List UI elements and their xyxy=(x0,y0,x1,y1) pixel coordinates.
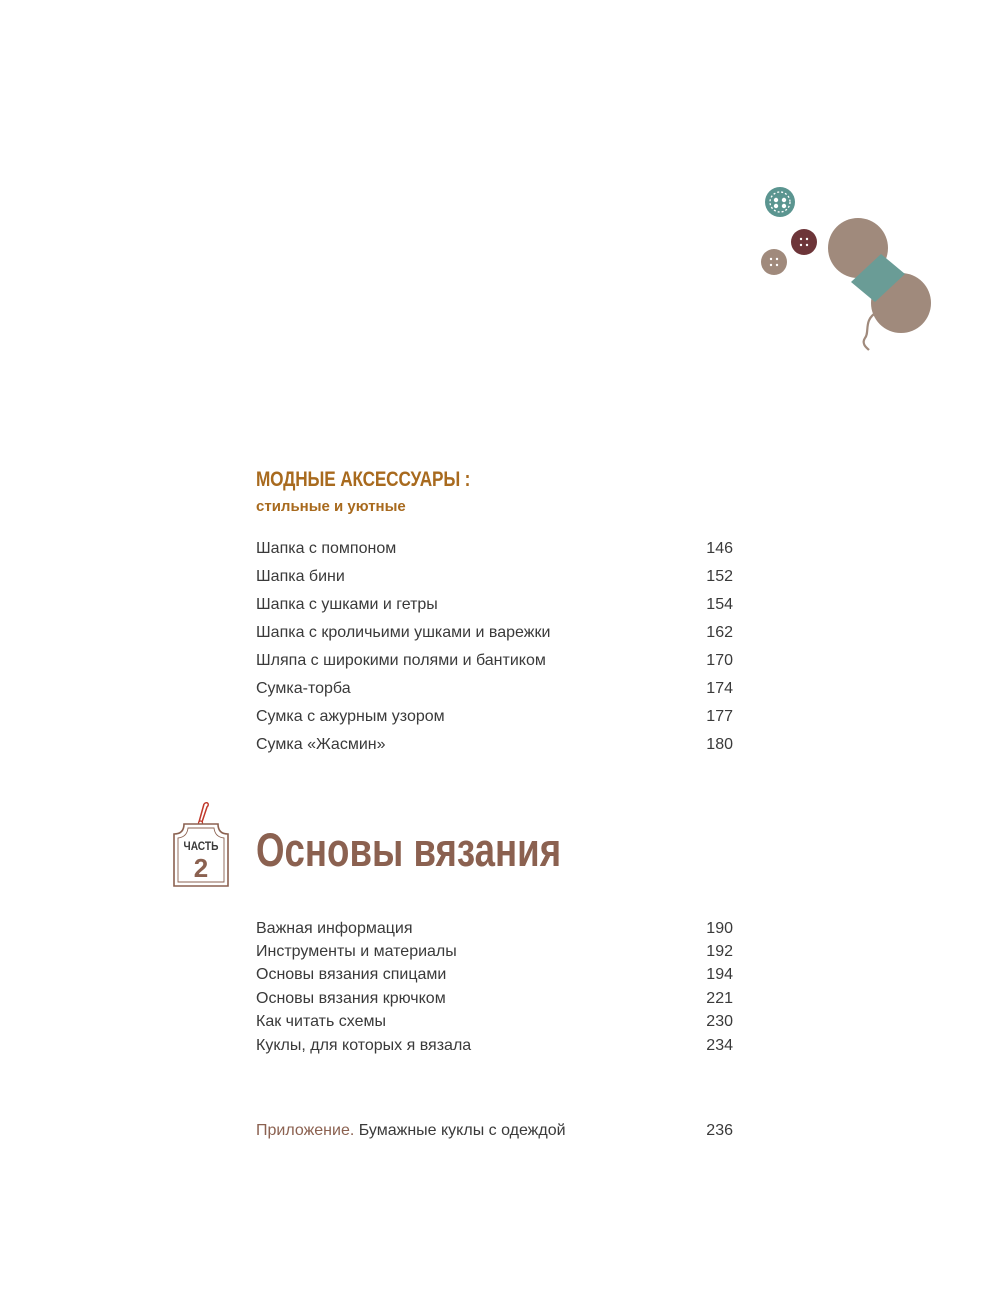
toc-entry[interactable] xyxy=(256,591,733,619)
toc-entry[interactable] xyxy=(256,964,733,987)
toc-entry-page: 230 xyxy=(706,1013,733,1031)
badge-number: 2 xyxy=(193,853,209,883)
toc-entry-page: 190 xyxy=(706,919,733,937)
toc-entry-page: 170 xyxy=(706,652,733,669)
toc-entry-title: Инструменты и материалы xyxy=(256,943,457,961)
toc-entry-page: 146 xyxy=(706,540,733,557)
toc-entry-title: Шляпа с широкими полями и бантиком xyxy=(256,652,546,669)
toc-entry-title: Сумка с ажурным узором xyxy=(256,708,445,725)
toc-entry-page: 152 xyxy=(706,568,733,585)
toc-entry-title: Сумка «Жасмин» xyxy=(256,736,386,753)
toc-entry-page: 234 xyxy=(706,1036,733,1054)
basics-toc xyxy=(256,917,733,1057)
section-title: МОДНЫЕ АКСЕССУАРЫ : xyxy=(256,468,471,491)
yarn-and-buttons-illustration xyxy=(755,180,940,360)
toc-entry[interactable] xyxy=(256,731,733,759)
toc-entry-page: 180 xyxy=(706,736,733,753)
toc-entry-title: Основы вязания крючком xyxy=(256,989,446,1007)
toc-entry[interactable] xyxy=(256,1011,733,1034)
toc-entry[interactable] xyxy=(256,703,733,731)
part-badge xyxy=(168,800,234,890)
toc-entry-title: Куклы, для которых я вязала xyxy=(256,1036,472,1054)
toc-entry-page: 177 xyxy=(706,708,733,725)
appendix-label: Приложение. xyxy=(256,1122,355,1139)
toc-entry[interactable] xyxy=(256,940,733,963)
toc-entry-page: 154 xyxy=(706,596,733,613)
toc-entry[interactable] xyxy=(256,535,733,563)
toc-entry-page: 162 xyxy=(706,624,733,641)
toc-entry[interactable] xyxy=(256,619,733,647)
toc-entry[interactable] xyxy=(256,1034,733,1057)
toc-entry-title: Шапка с помпоном xyxy=(256,540,397,557)
toc-entry[interactable] xyxy=(256,563,733,591)
yarn-skein-icon xyxy=(828,218,931,350)
toc-entry[interactable] xyxy=(256,675,733,703)
badge-label: ЧАСТЬ xyxy=(183,840,219,854)
toc-entry-page: 221 xyxy=(706,989,733,1007)
toc-entry-title: Сумка-торба xyxy=(256,680,351,697)
appendix-page: 236 xyxy=(706,1122,733,1139)
safety-pin-icon xyxy=(199,803,209,825)
toc-entry-title: Шапка с кроличьими ушками и варежки xyxy=(256,624,551,641)
part-title: Основы вязания xyxy=(256,823,562,876)
sewing-button-icon xyxy=(791,229,817,255)
toc-entry-page: 194 xyxy=(706,966,733,984)
toc-entry-title: Как читать схемы xyxy=(256,1013,386,1031)
toc-entry-title: Основы вязания спицами xyxy=(256,966,447,984)
toc-entry-page: 192 xyxy=(706,943,733,961)
accessories-toc xyxy=(256,535,733,759)
appendix-entry[interactable] xyxy=(256,1122,733,1140)
toc-entry[interactable] xyxy=(256,647,733,675)
toc-entry-title: Шапка бини xyxy=(256,568,345,585)
toc-entry-page: 174 xyxy=(706,680,733,697)
toc-entry[interactable] xyxy=(256,987,733,1010)
sewing-button-icon xyxy=(761,249,787,275)
toc-entry-title: Важная информация xyxy=(256,919,413,937)
sewing-button-icon xyxy=(765,187,795,217)
section-subtitle: стильные и уютные xyxy=(256,498,406,515)
toc-entry[interactable] xyxy=(256,917,733,940)
toc-entry-title: Шапка с ушками и гетры xyxy=(256,596,438,613)
appendix-title: Бумажные куклы с одеждой xyxy=(354,1122,566,1139)
